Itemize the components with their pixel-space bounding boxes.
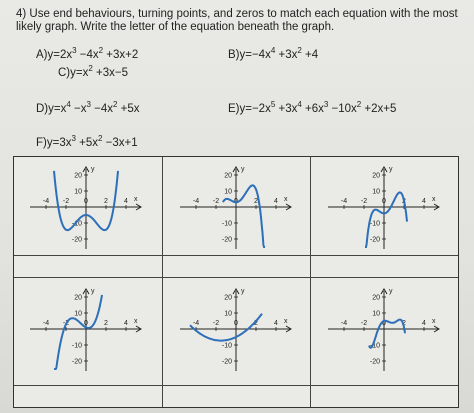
graph-table: [13, 156, 459, 408]
x-tick-label: 0: [84, 320, 88, 327]
y-axis-label: y: [241, 166, 245, 173]
x-tick-label: 0: [382, 198, 386, 205]
x-tick-label: -2: [212, 198, 220, 205]
answer-blank-3[interactable]: [311, 256, 458, 276]
y-tick-label: -20: [221, 358, 232, 366]
function-curve: [190, 314, 262, 341]
y-axis-label: y: [241, 288, 245, 295]
x-tick-label: 0: [382, 320, 386, 327]
x-tick-label: 4: [124, 320, 128, 327]
graph-plot: [326, 163, 442, 251]
equation-a: $A)y=2x^3 -4x^2 +3x+2$: [36, 46, 139, 61]
graph-5: [178, 285, 294, 373]
y-tick-label: 20: [372, 172, 380, 180]
y-tick-label: 20: [74, 294, 82, 302]
x-tick-label: 0: [234, 198, 238, 205]
y-tick-label: 10: [372, 310, 380, 318]
answer-blank-1[interactable]: [14, 256, 162, 276]
graph-plot: [178, 285, 294, 373]
x-axis-label: x: [432, 196, 436, 203]
y-tick-label: -20: [71, 358, 82, 366]
column-divider: [162, 157, 163, 407]
x-tick-label: -2: [212, 320, 220, 327]
graph-3: [326, 163, 442, 251]
y-tick-label: -20: [369, 358, 380, 366]
x-tick-label: -4: [340, 198, 348, 205]
y-tick-label: 10: [372, 188, 380, 196]
function-curve: [369, 320, 405, 348]
graph-2: [178, 163, 294, 251]
x-tick-label: 2: [104, 198, 108, 205]
y-tick-label: 20: [74, 172, 82, 180]
y-tick-label: -10: [221, 342, 232, 350]
graph-4: [28, 285, 144, 373]
x-tick-label: 4: [422, 198, 426, 205]
x-tick-label: 0: [84, 198, 88, 205]
y-tick-label: -20: [221, 236, 232, 244]
x-tick-label: -4: [340, 320, 348, 327]
graph-plot: [28, 285, 144, 373]
x-axis-label: x: [284, 196, 288, 203]
equation-f: $F)y=3x^3 +5x^2 -3x+1$: [36, 134, 138, 149]
equation-e: $E)y=-2x^5 +3x^4 +6x^3 -10x^2 +2x+5$: [228, 100, 397, 115]
graph-1: [28, 163, 144, 251]
answer-blank-5[interactable]: [163, 386, 310, 406]
equation-d: $D)y=x^4 -x^3 -4x^2 +5x$: [36, 100, 140, 115]
question-text: 4) Use end behaviours, turning points, and zeros to match each equation with the most likely graph. Write the letter of the equation beneath the graph.: [16, 8, 458, 33]
x-tick-label: -2: [62, 320, 70, 327]
x-tick-label: -2: [62, 198, 70, 205]
y-tick-label: 10: [74, 188, 82, 196]
answer-blank-6[interactable]: [311, 386, 458, 406]
row-divider: [14, 277, 458, 278]
equation-b: $B)y=-4x^4 +3x^2 +4$: [228, 46, 319, 61]
graph-plot: [326, 285, 442, 373]
y-tick-label: -10: [71, 220, 82, 228]
answer-blank-4[interactable]: [14, 386, 162, 406]
x-tick-label: 4: [124, 198, 128, 205]
x-tick-label: 4: [274, 320, 278, 327]
x-tick-label: -2: [360, 198, 368, 205]
x-tick-label: 2: [402, 198, 406, 205]
y-tick-label: -10: [369, 220, 380, 228]
graph-plot: [28, 163, 144, 251]
y-axis-label: y: [91, 288, 95, 295]
x-tick-label: 2: [402, 320, 406, 327]
column-divider: [310, 157, 311, 407]
y-axis-label: y: [389, 288, 393, 295]
y-tick-label: 20: [224, 294, 232, 302]
x-tick-label: -4: [192, 320, 200, 327]
y-tick-label: 10: [224, 188, 232, 196]
x-axis-label: x: [432, 318, 436, 325]
y-axis-label: y: [91, 166, 95, 173]
graph-6: [326, 285, 442, 373]
y-tick-label: -10: [369, 342, 380, 350]
x-tick-label: 2: [254, 320, 258, 327]
x-tick-label: -4: [42, 198, 50, 205]
equation-c: $C)y=x^2 +3x-5$: [58, 64, 128, 79]
x-tick-label: 0: [234, 320, 238, 327]
x-tick-label: -2: [360, 320, 368, 327]
y-tick-label: -20: [369, 236, 380, 244]
y-tick-label: 10: [224, 310, 232, 318]
graph-plot: [178, 163, 294, 251]
x-axis-label: x: [134, 196, 138, 203]
x-tick-label: -4: [192, 198, 200, 205]
answer-blank-2[interactable]: [163, 256, 310, 276]
x-tick-label: 4: [274, 198, 278, 205]
x-tick-label: 2: [104, 320, 108, 327]
x-axis-label: x: [134, 318, 138, 325]
x-tick-label: -4: [42, 320, 50, 327]
y-tick-label: 10: [74, 310, 82, 318]
y-tick-label: -10: [71, 342, 82, 350]
x-tick-label: 2: [254, 198, 258, 205]
y-tick-label: -20: [71, 236, 82, 244]
x-tick-label: 4: [422, 320, 426, 327]
y-tick-label: 20: [224, 172, 232, 180]
x-axis-label: x: [284, 318, 288, 325]
y-tick-label: -10: [221, 220, 232, 228]
y-tick-label: 20: [372, 294, 380, 302]
y-axis-label: y: [389, 166, 393, 173]
